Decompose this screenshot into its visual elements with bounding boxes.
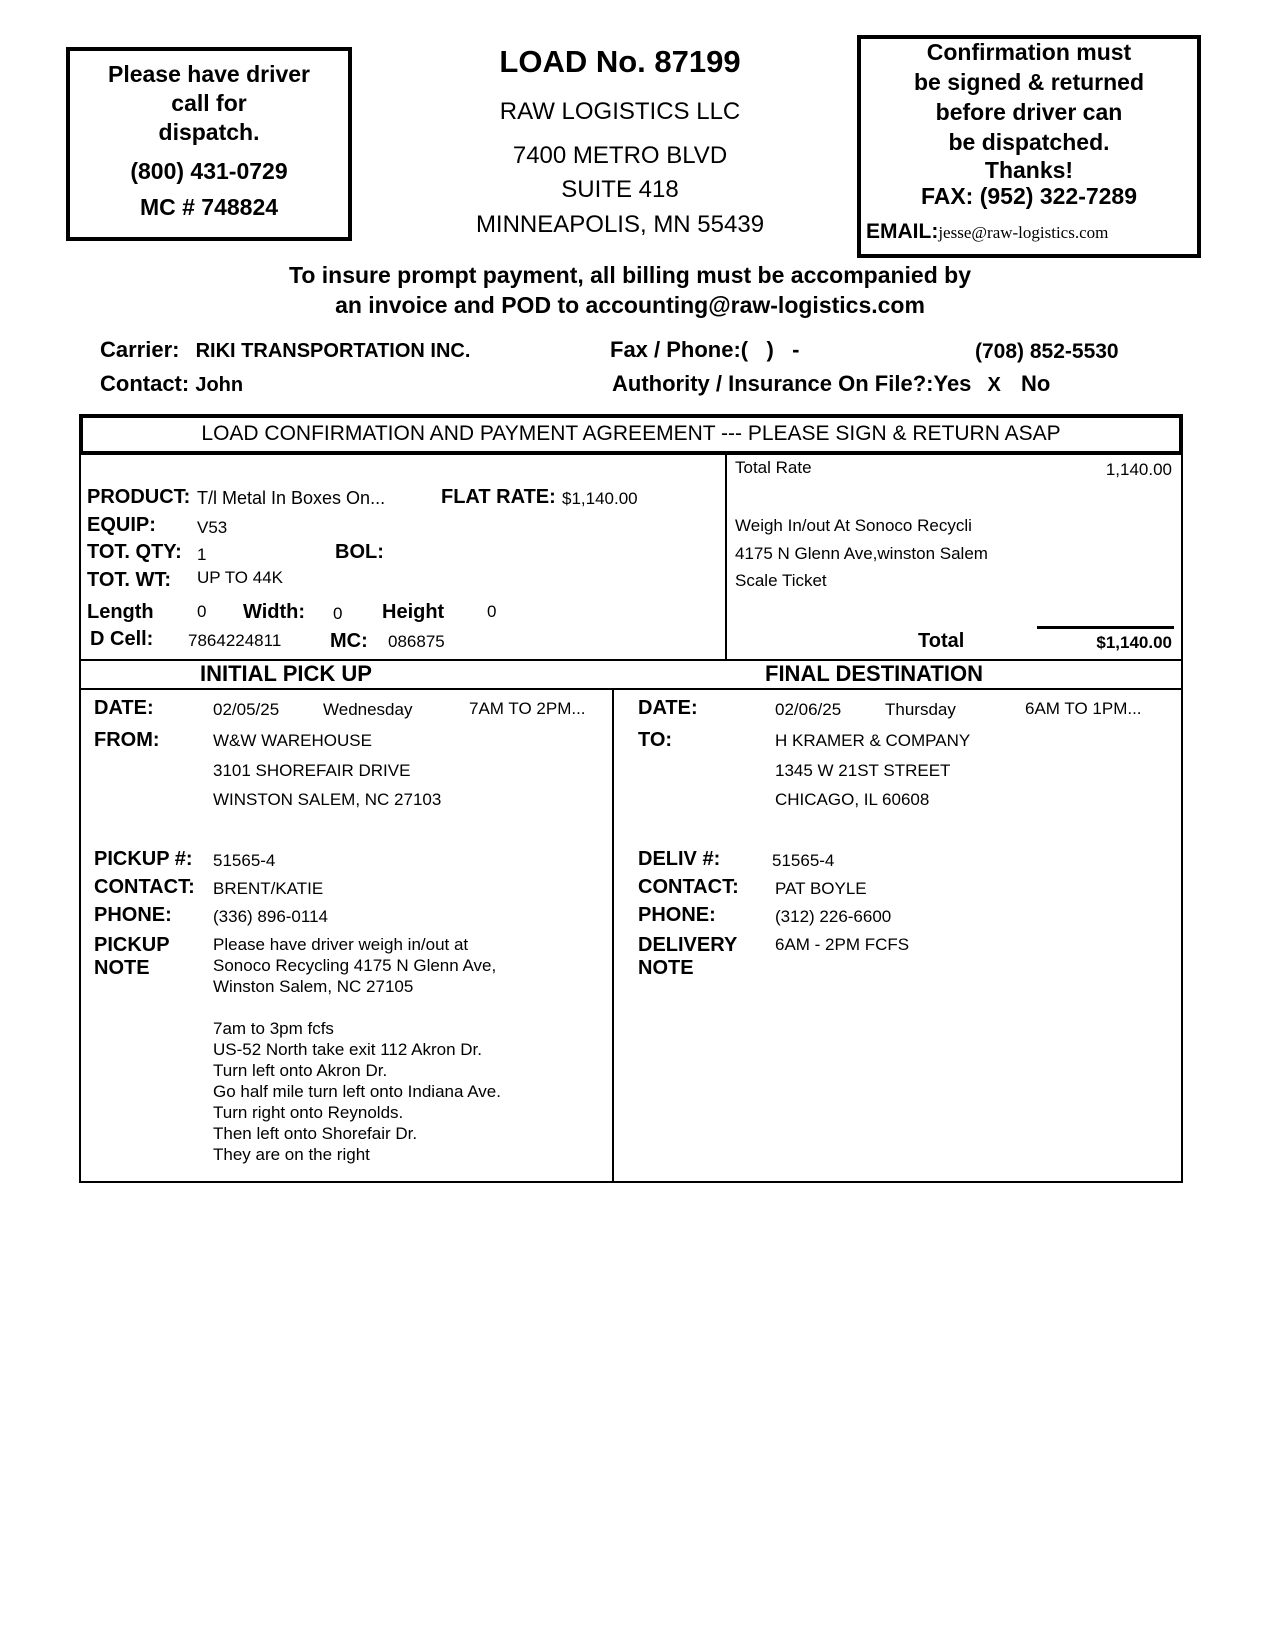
delivery-day: Thursday bbox=[885, 700, 956, 719]
total-rate-value: 1,140.00 bbox=[1105, 460, 1172, 479]
load-title: LOAD No. 87199 bbox=[499, 44, 741, 79]
delivery-note-label-line1: DELIVERY bbox=[638, 934, 738, 956]
delivery-section-title: FINAL DESTINATION bbox=[765, 661, 983, 686]
dcell-label: D Cell: bbox=[90, 628, 154, 650]
confirm-line2: be signed & returned bbox=[913, 69, 1145, 95]
delivery-number-label: DELIV #: bbox=[638, 848, 721, 870]
delivery-to-line3: CHICAGO, IL 60608 bbox=[775, 790, 930, 809]
pickup-phone: (336) 896-0114 bbox=[213, 907, 328, 926]
carrier-fax: ( ) - bbox=[740, 337, 800, 362]
flat-rate-value: $1,140.00 bbox=[562, 489, 638, 508]
delivery-phone-label: PHONE: bbox=[638, 904, 716, 926]
qty-value: 1 bbox=[197, 545, 207, 564]
pickup-note-line: Sonoco Recycling 4175 N Glenn Ave, bbox=[213, 956, 497, 975]
agreement-title: LOAD CONFIRMATION AND PAYMENT AGREEMENT --- PLEASE SIGN & RETURN ASAP bbox=[201, 422, 1061, 445]
confirm-line5: Thanks! bbox=[984, 157, 1074, 183]
weight-value: UP TO 44K bbox=[197, 568, 283, 587]
rate-note-1: Weigh In/out At Sonoco Recycli bbox=[735, 516, 972, 535]
delivery-note: 6AM - 2PM FCFS bbox=[775, 935, 910, 954]
dispatch-mc-number: MC # 748824 bbox=[139, 194, 279, 220]
confirm-email bbox=[866, 220, 1108, 244]
total-label: Total bbox=[918, 630, 965, 652]
pickup-section-title: INITIAL PICK UP bbox=[200, 661, 372, 686]
equip-label: EQUIP: bbox=[87, 514, 156, 536]
pickup-note-line: Please have driver weigh in/out at bbox=[213, 935, 469, 954]
carrier-phone: (708) 852-5530 bbox=[975, 340, 1119, 363]
authority-mark: X bbox=[987, 374, 1001, 396]
pickup-from-line3: WINSTON SALEM, NC 27103 bbox=[213, 790, 442, 809]
flat-rate-label: FLAT RATE: bbox=[441, 486, 556, 508]
width-value: 0 bbox=[333, 604, 343, 623]
height-value: 0 bbox=[487, 602, 497, 621]
pickup-day: Wednesday bbox=[323, 700, 413, 719]
delivery-date: 02/06/25 bbox=[775, 700, 842, 719]
contact-row bbox=[100, 371, 243, 397]
delivery-note-label-line2: NOTE bbox=[638, 957, 694, 979]
pickup-note bbox=[213, 934, 603, 1165]
payment-notice-line2: an invoice and POD to accounting@raw-logistics.com bbox=[335, 292, 925, 318]
confirm-line4: be dispatched. bbox=[948, 129, 1110, 155]
dcell-value: 7864224811 bbox=[188, 631, 282, 650]
confirm-fax: FAX: (952) 322-7289 bbox=[920, 183, 1138, 209]
delivery-to-line2: 1345 W 21ST STREET bbox=[775, 761, 951, 780]
pickup-number: 51565-4 bbox=[213, 851, 276, 870]
pickup-note-line bbox=[213, 997, 603, 1018]
mc-value: 086875 bbox=[388, 632, 445, 651]
pickup-from-line1: W&W WAREHOUSE bbox=[213, 731, 372, 750]
email-label: EMAIL: bbox=[866, 220, 939, 243]
product-label: PRODUCT: bbox=[87, 486, 191, 508]
width-label: Width: bbox=[243, 601, 306, 623]
email-value: jesse@raw-logistics.com bbox=[938, 223, 1109, 242]
confirmation-box-text bbox=[861, 37, 1197, 209]
pickup-note-line: Then left onto Shorefair Dr. bbox=[213, 1124, 418, 1143]
confirm-line1: Confirmation must bbox=[926, 39, 1132, 65]
table-left-border bbox=[79, 455, 81, 1182]
driver-box-line2: call for bbox=[171, 90, 247, 116]
pickup-note-line: Turn left onto Akron Dr. bbox=[213, 1061, 388, 1080]
pickup-contact: BRENT/KATIE bbox=[213, 879, 324, 898]
weight-label: TOT. WT: bbox=[87, 569, 172, 591]
pickup-note-label-line1: PICKUP bbox=[94, 934, 170, 956]
table-bottom-border bbox=[79, 1181, 1183, 1183]
delivery-time: 6AM TO 1PM... bbox=[1025, 699, 1142, 718]
delivery-contact-label: CONTACT: bbox=[638, 876, 739, 898]
total-value: $1,140.00 bbox=[1096, 633, 1172, 652]
pickup-from-label: FROM: bbox=[94, 729, 160, 751]
delivery-number: 51565-4 bbox=[772, 851, 835, 870]
delivery-note-label bbox=[638, 934, 737, 980]
fax-phone-label: Fax / Phone: bbox=[610, 337, 741, 362]
fax-phone-row bbox=[610, 337, 799, 363]
driver-box-line3: dispatch. bbox=[158, 119, 260, 145]
company-address-line2: SUITE 418 bbox=[561, 176, 679, 203]
carrier-name: RIKI TRANSPORTATION INC. bbox=[195, 340, 471, 362]
stops-column-divider bbox=[612, 688, 614, 1182]
pickup-note-label-line2: NOTE bbox=[94, 957, 150, 979]
delivery-date-label: DATE: bbox=[638, 697, 698, 719]
pickup-note-line: They are on the right bbox=[213, 1145, 370, 1164]
height-label: Height bbox=[382, 601, 445, 623]
bol-label: BOL: bbox=[335, 541, 384, 563]
carrier-row bbox=[100, 337, 470, 363]
confirm-line3: before driver can bbox=[935, 99, 1123, 125]
payment-notice-line1: To insure prompt payment, all billing must be accompanied by bbox=[288, 262, 971, 288]
equip-value: V53 bbox=[197, 518, 228, 537]
table-right-border bbox=[1181, 455, 1183, 1182]
pickup-note-line: US-52 North take exit 112 Akron Dr. bbox=[213, 1040, 482, 1059]
dispatch-phone: (800) 431-0729 bbox=[130, 158, 288, 184]
product-value: T/l Metal In Boxes On... bbox=[197, 488, 386, 508]
stops-header-divider bbox=[79, 688, 1183, 690]
delivery-phone: (312) 226-6600 bbox=[775, 907, 892, 926]
driver-box-text bbox=[70, 60, 348, 222]
total-rate-label: Total Rate bbox=[735, 458, 812, 477]
pickup-note-line: 7am to 3pm fcfs bbox=[213, 1019, 334, 1038]
authority-row bbox=[612, 371, 1050, 397]
company-address-line3: MINNEAPOLIS, MN 55439 bbox=[475, 211, 765, 238]
authority-label: Authority / Insurance On File?: bbox=[612, 371, 934, 396]
delivery-to-label: TO: bbox=[638, 729, 673, 751]
length-value: 0 bbox=[197, 602, 207, 621]
pickup-phone-label: PHONE: bbox=[94, 904, 172, 926]
pickup-number-label: PICKUP #: bbox=[94, 848, 193, 870]
authority-yes: Yes bbox=[933, 371, 972, 396]
mc-label: MC: bbox=[330, 630, 368, 652]
pickup-date: 02/05/25 bbox=[213, 700, 280, 719]
pickup-date-label: DATE: bbox=[94, 697, 154, 719]
company-name: RAW LOGISTICS LLC bbox=[499, 98, 741, 125]
company-address-line1: 7400 METRO BLVD bbox=[512, 142, 728, 169]
qty-label: TOT. QTY: bbox=[87, 541, 182, 563]
contact-label: Contact: bbox=[100, 371, 190, 396]
length-label: Length bbox=[87, 601, 154, 623]
total-underline bbox=[1037, 626, 1174, 629]
pickup-note-line: Turn right onto Reynolds. bbox=[213, 1103, 404, 1122]
rate-column-divider bbox=[725, 455, 727, 660]
authority-no: No bbox=[1021, 371, 1051, 396]
driver-box-line1: Please have driver bbox=[107, 61, 311, 87]
pickup-contact-label: CONTACT: bbox=[94, 876, 195, 898]
contact-name: John bbox=[195, 374, 244, 396]
pickup-note-line: Winston Salem, NC 27105 bbox=[213, 977, 414, 996]
delivery-contact: PAT BOYLE bbox=[775, 879, 867, 898]
rate-note-2: 4175 N Glenn Ave,winston Salem bbox=[735, 544, 988, 563]
rate-note-3: Scale Ticket bbox=[735, 571, 827, 590]
pickup-note-line: Go half mile turn left onto Indiana Ave. bbox=[213, 1082, 501, 1101]
delivery-to-line1: H KRAMER & COMPANY bbox=[775, 731, 971, 750]
pickup-from-line2: 3101 SHOREFAIR DRIVE bbox=[213, 761, 411, 780]
pickup-note-label bbox=[94, 934, 170, 980]
pickup-time: 7AM TO 2PM... bbox=[469, 699, 586, 718]
carrier-label: Carrier: bbox=[100, 337, 180, 362]
